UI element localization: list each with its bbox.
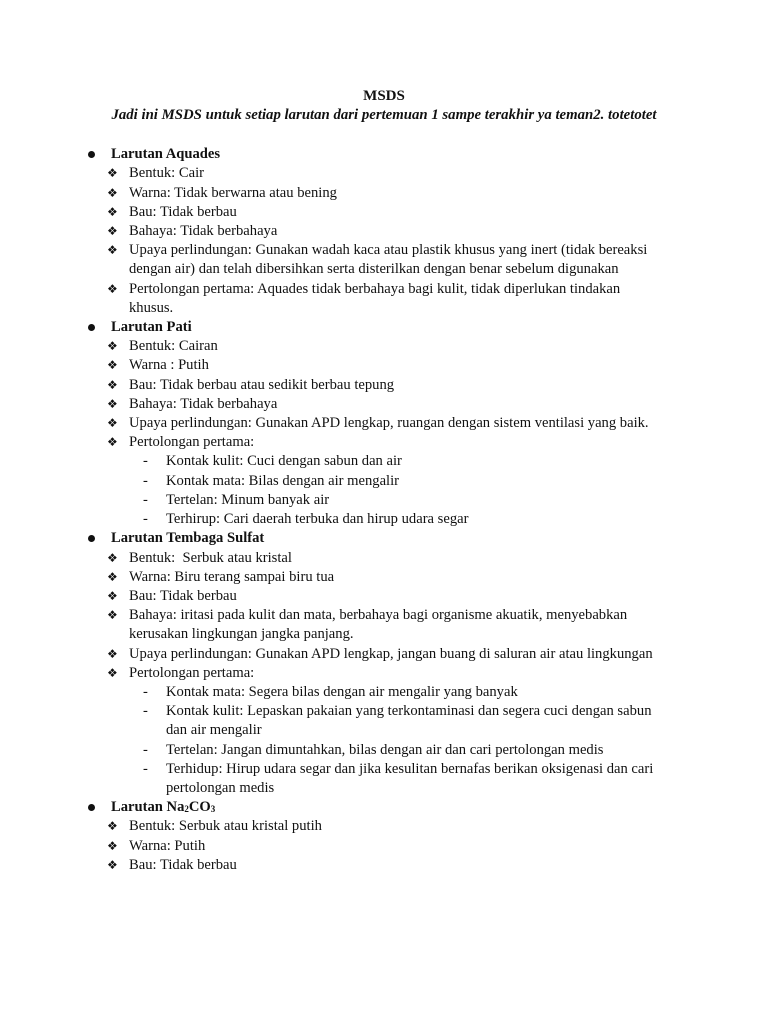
list-item: ❖ Bahaya: Tidak berbahaya	[0, 222, 664, 241]
diamond-bullet-icon: ❖	[107, 396, 118, 411]
dash-bullet-icon: -	[143, 703, 148, 720]
list-item: ❖ Bau: Tidak berbau atau sedikit berbau tepung	[0, 376, 664, 395]
diamond-bullet-icon: ❖	[107, 281, 118, 296]
diamond-bullet-icon: ❖	[107, 588, 118, 603]
section-pati	[0, 318, 768, 529]
list-item: ❖ Bau: Tidak berbau	[0, 856, 664, 875]
dash-bullet-icon: -	[143, 741, 148, 758]
list-item: ❖ Bentuk: Serbuk atau kristal putih	[0, 817, 664, 836]
section-heading: Larutan Tembaga Sulfat	[0, 529, 768, 548]
section-heading: Larutan Pati	[0, 318, 768, 337]
list-item: ❖ Bahaya: Tidak berbahaya	[0, 395, 664, 414]
sub-list-item: - Tertelan: Minum banyak air	[0, 491, 666, 510]
dash-bullet-icon: -	[143, 472, 148, 489]
sub-list-item: - Tertelan: Jangan dimuntahkan, bilas dengan air dan cari pertolongan medis	[0, 741, 666, 760]
diamond-bullet-icon: ❖	[107, 608, 118, 623]
bullet-dot-icon	[88, 324, 95, 331]
list-item: ❖ Upaya perlindungan: Gunakan APD lengkap, jangan buang di saluran air atau lingkungan	[0, 645, 664, 664]
diamond-bullet-icon: ❖	[107, 416, 118, 431]
list-item: ❖ Bau: Tidak berbau	[0, 203, 664, 222]
diamond-bullet-icon: ❖	[107, 204, 118, 219]
list-item: ❖ Warna: Tidak berwarna atau bening	[0, 184, 664, 203]
list-item: ❖ Bentuk: Cair	[0, 164, 664, 183]
diamond-bullet-icon: ❖	[107, 339, 118, 354]
diamond-bullet-icon: ❖	[107, 665, 118, 680]
list-item: ❖ Pertolongan pertama:	[0, 433, 664, 452]
dash-bullet-icon: -	[143, 511, 148, 528]
sub-list-item: - Kontak kulit: Cuci dengan sabun dan air	[0, 452, 666, 471]
diamond-bullet-icon: ❖	[107, 819, 118, 834]
diamond-bullet-icon: ❖	[107, 569, 118, 584]
sub-list-item: - Terhidup: Hirup udara segar dan jika kesulitan bernafas berikan oksigenasi dan cari pertolongan medis	[143, 760, 654, 796]
diamond-bullet-icon: ❖	[107, 223, 118, 238]
section-aquades	[0, 145, 768, 318]
section-natrium-karbonat	[0, 798, 768, 875]
bullet-dot-icon	[88, 535, 95, 542]
diamond-bullet-icon: ❖	[107, 358, 118, 373]
section-tembaga-sulfat	[0, 529, 768, 798]
list-item: ❖ Bau: Tidak berbau	[0, 587, 664, 606]
diamond-bullet-icon: ❖	[107, 838, 118, 853]
dash-bullet-icon: -	[143, 491, 148, 508]
diamond-bullet-icon: ❖	[107, 166, 118, 181]
diamond-bullet-icon: ❖	[107, 550, 118, 565]
sub-list-item: - Kontak kulit: Lepaskan pakaian yang terkontaminasi dan segera cuci dengan sabun dan air mengalir	[143, 703, 652, 739]
list-item: ❖ Upaya perlindungan: Gunakan APD lengkap, ruangan dengan sistem ventilasi yang baik.	[0, 414, 664, 433]
list-item: ❖ Warna: Biru terang sampai biru tua	[0, 568, 664, 587]
dash-bullet-icon: -	[143, 760, 148, 777]
diamond-bullet-icon: ❖	[107, 243, 118, 258]
dash-bullet-icon: -	[143, 453, 148, 470]
list-item: ❖ Bentuk: Serbuk atau kristal	[0, 549, 664, 568]
dash-bullet-icon: -	[143, 683, 148, 700]
diamond-bullet-icon: ❖	[107, 377, 118, 392]
sub-list-item: - Kontak mata: Segera bilas dengan air mengalir yang banyak	[0, 683, 666, 702]
diamond-bullet-icon: ❖	[107, 857, 118, 872]
section-heading: Larutan Aquades	[0, 145, 768, 164]
bullet-dot-icon	[88, 151, 95, 158]
bullet-dot-icon	[88, 804, 95, 811]
document-subtitle: Jadi ini MSDS untuk setiap larutan dari pertemuan 1 sampe terakhir ya teman2. totetotet	[111, 107, 657, 123]
list-item: ❖ Bahaya: iritasi pada kulit dan mata, berbahaya bagi organisme akuatik, menyebabkan kerusakan lingkungan jangka panjang.	[107, 607, 628, 643]
diamond-bullet-icon: ❖	[107, 435, 118, 450]
diamond-bullet-icon: ❖	[107, 646, 118, 661]
list-item: ❖ Warna : Putih	[0, 356, 664, 375]
sub-list-item: - Kontak mata: Bilas dengan air mengalir	[0, 472, 666, 491]
document-title: MSDS	[363, 88, 405, 104]
list-item: ❖ Pertolongan pertama:	[0, 664, 664, 683]
section-heading: Larutan $Na_2CO_3$	[0, 798, 768, 817]
diamond-bullet-icon: ❖	[107, 185, 118, 200]
list-item: ❖ Pertolongan pertama: Aquades tidak berbahaya bagi kulit, tidak diperlukan tindakan khusus.	[107, 280, 621, 316]
sub-list-item: - Terhirup: Cari daerah terbuka dan hirup udara segar	[0, 510, 666, 529]
list-item: ❖ Upaya perlindungan: Gunakan wadah kaca atau plastik khusus yang inert (tidak bereaksi dengan air) dan telah dibersihkan serta disterilkan dengan benar sebelum digunakan	[107, 242, 648, 278]
list-item: ❖ Warna: Putih	[0, 837, 664, 856]
document-body	[0, 145, 768, 875]
list-item: ❖ Bentuk: Cairan	[0, 337, 664, 356]
